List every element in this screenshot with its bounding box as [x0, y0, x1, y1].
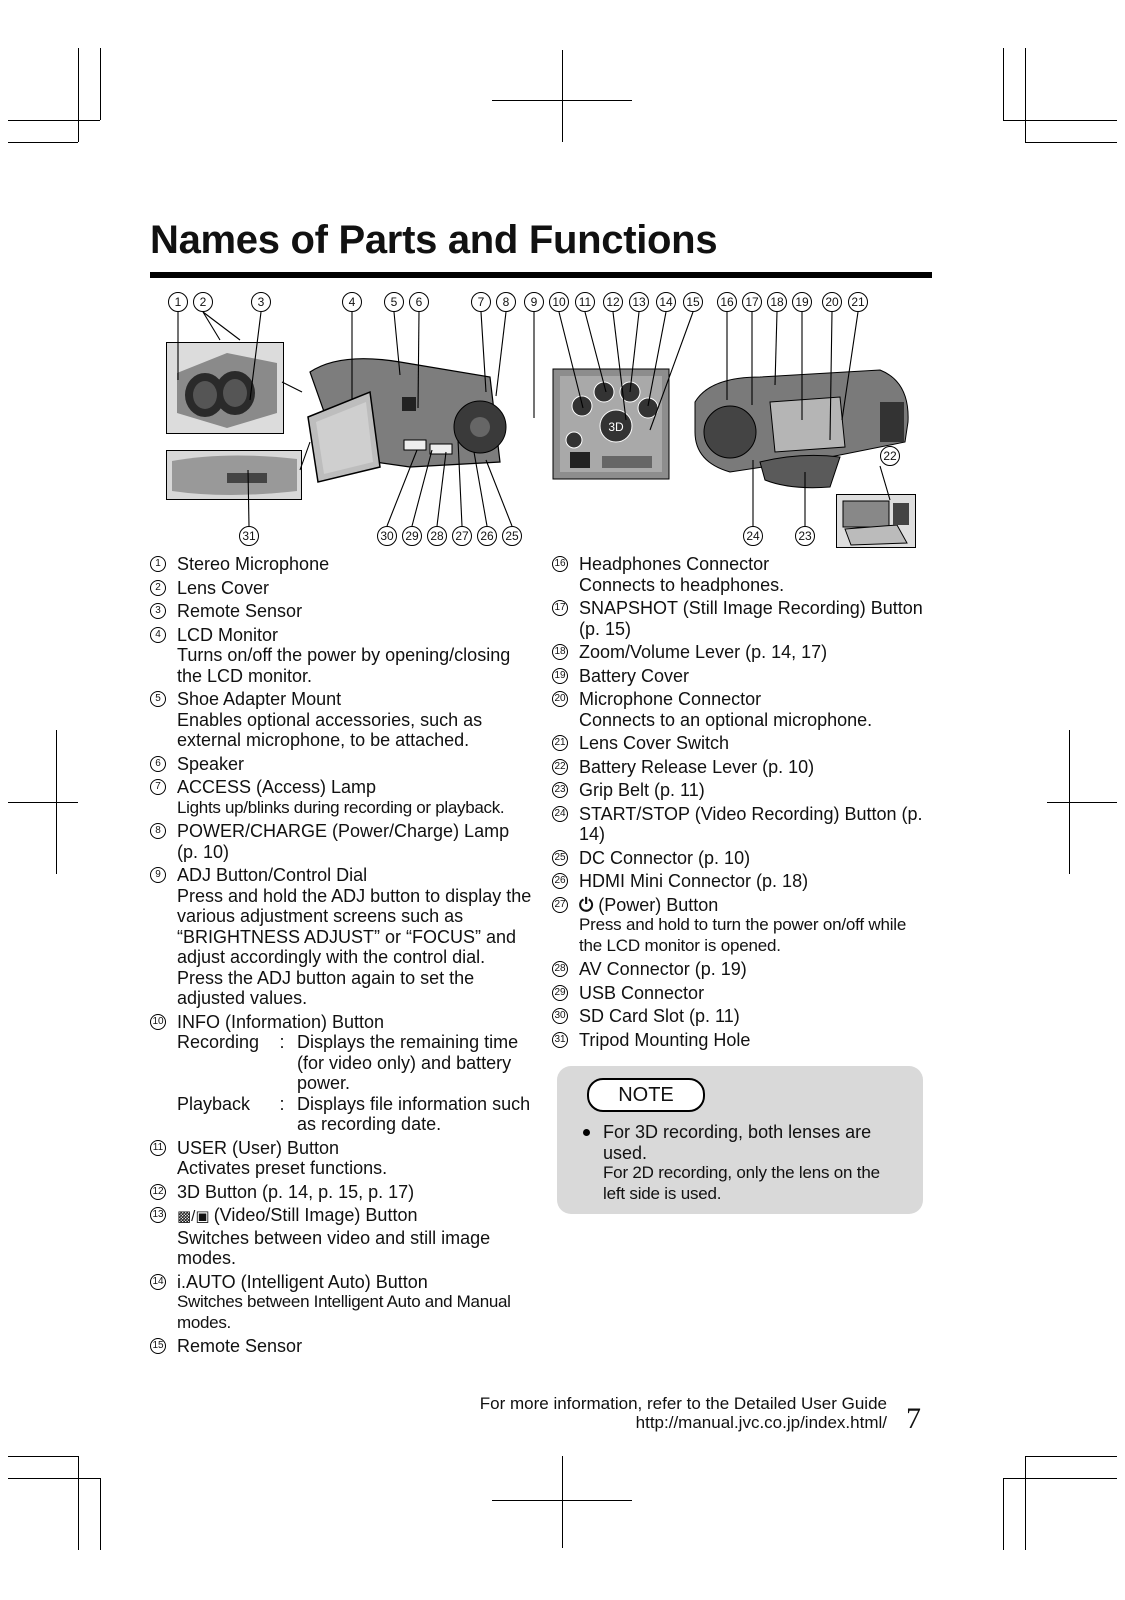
callout-8: 8	[496, 292, 516, 312]
power-icon: ⏻	[579, 894, 599, 915]
page-title: Names of Parts and Functions	[150, 218, 718, 262]
list-item: 29 USB Connector	[552, 983, 932, 1004]
list-item: 6 Speaker	[150, 754, 534, 775]
callout-30: 30	[377, 526, 397, 546]
callout-1: 1	[168, 292, 188, 312]
list-item: 10 INFO (Information) Button Recording : Displays the remaining time (for video only) and battery power. Playback : Displays file information such as recording date.	[150, 1012, 534, 1135]
list-item: 11 USER (User) Button Activates preset functions.	[150, 1138, 534, 1179]
callout-22: 22	[880, 446, 900, 466]
callout-17: 17	[742, 292, 762, 312]
note-label: NOTE	[587, 1078, 705, 1112]
callout-5: 5	[384, 292, 404, 312]
callout-19: 19	[792, 292, 812, 312]
info-row-playback: Playback : Displays file information such as recording date.	[177, 1093, 531, 1134]
list-item: 31 Tripod Mounting Hole	[552, 1030, 932, 1051]
list-item: 28 AV Connector (p. 19)	[552, 959, 932, 980]
callout-31: 31	[239, 526, 259, 546]
callout-23: 23	[795, 526, 815, 546]
right-parts-list	[552, 554, 932, 1053]
page-number: 7	[906, 1402, 921, 1435]
bullet-icon	[583, 1129, 590, 1136]
list-item: 20 Microphone Connector Connects to an optional microphone.	[552, 689, 932, 730]
list-item: 7 ACCESS (Access) Lamp Lights up/blinks during recording or playback.	[150, 777, 534, 818]
callout-11: 11	[575, 292, 595, 312]
callout-6: 6	[409, 292, 429, 312]
list-item: 5 Shoe Adapter Mount Enables optional accessories, such as external microphone, to be attached.	[150, 689, 534, 751]
list-item: 16 Headphones Connector Connects to headphones.	[552, 554, 932, 595]
callout-10: 10	[549, 292, 569, 312]
list-item: 14 i.AUTO (Intelligent Auto) Button Switches between Intelligent Auto and Manual modes.	[150, 1272, 534, 1334]
list-item: 24 START/STOP (Video Recording) Button (p. 14)	[552, 804, 932, 845]
callout-27: 27	[452, 526, 472, 546]
list-item: 3 Remote Sensor	[150, 601, 534, 622]
callout-18: 18	[767, 292, 787, 312]
callout-leader-lines	[0, 0, 1125, 560]
list-item: 27 ⏻ (Power) Button Press and hold to turn the power on/off while the LCD monitor is opened.	[552, 895, 932, 957]
note-box	[557, 1066, 923, 1214]
footer	[480, 1394, 887, 1432]
list-item: 8 POWER/CHARGE (Power/Charge) Lamp (p. 10)	[150, 821, 534, 862]
list-item: 26 HDMI Mini Connector (p. 18)	[552, 871, 932, 892]
callout-25: 25	[502, 526, 522, 546]
list-item: 9 ADJ Button/Control Dial Press and hold the ADJ button to display the various adjustment screens such as “BRIGHTNESS ADJUST” or “FOCUS” and adjust accordingly with the control dial. Press the ADJ button again to set the adjusted values.	[150, 865, 534, 1009]
list-item: 21 Lens Cover Switch	[552, 733, 932, 754]
callout-12: 12	[603, 292, 623, 312]
info-row-recording: Recording : Displays the remaining time (for video only) and battery power.	[177, 1032, 519, 1093]
callout-7: 7	[471, 292, 491, 312]
list-item: 13 ▩/▣ (Video/Still Image) Button Switches between video and still image modes.	[150, 1205, 534, 1269]
callout-26: 26	[477, 526, 497, 546]
list-item: 1 Stereo Microphone	[150, 554, 534, 575]
callout-15: 15	[683, 292, 703, 312]
callout-4: 4	[342, 292, 362, 312]
note-text-2d: For 2D recording, only the lens on the left side is used.	[603, 1163, 880, 1203]
list-item: 2 Lens Cover	[150, 578, 534, 599]
note-body	[583, 1122, 903, 1204]
callout-24: 24	[743, 526, 763, 546]
list-item: 23 Grip Belt (p. 11)	[552, 780, 932, 801]
video-still-icon: ▩/▣	[177, 1208, 214, 1225]
callout-21: 21	[848, 292, 868, 312]
callout-16: 16	[717, 292, 737, 312]
footer-reference: For more information, refer to the Detailed User Guide	[479, 1394, 887, 1413]
callout-14: 14	[656, 292, 676, 312]
list-item: 15 Remote Sensor	[150, 1336, 534, 1357]
list-item: 18 Zoom/Volume Lever (p. 14, 17)	[552, 642, 932, 663]
note-text-3d: For 3D recording, both lenses are used.	[603, 1122, 872, 1163]
list-item: 17 SNAPSHOT (Still Image Recording) Button (p. 15)	[552, 598, 932, 639]
3d-button-label: 3D	[608, 420, 624, 434]
list-item: 19 Battery Cover	[552, 666, 932, 687]
footer-url[interactable]: http://manual.jvc.co.jp/index.html/	[635, 1413, 887, 1432]
list-item: 25 DC Connector (p. 10)	[552, 848, 932, 869]
left-parts-list	[150, 554, 534, 1360]
callout-28: 28	[427, 526, 447, 546]
list-item: 4 LCD Monitor Turns on/off the power by opening/closing the LCD monitor.	[150, 625, 534, 687]
callout-29: 29	[402, 526, 422, 546]
callout-9: 9	[524, 292, 544, 312]
list-item: 30 SD Card Slot (p. 11)	[552, 1006, 932, 1027]
list-item: 22 Battery Release Lever (p. 10)	[552, 757, 932, 778]
list-item: 12 3D Button (p. 14, p. 15, p. 17)	[150, 1182, 534, 1203]
callout-2: 2	[193, 292, 213, 312]
callout-13: 13	[629, 292, 649, 312]
callout-3: 3	[251, 292, 271, 312]
callout-20: 20	[822, 292, 842, 312]
